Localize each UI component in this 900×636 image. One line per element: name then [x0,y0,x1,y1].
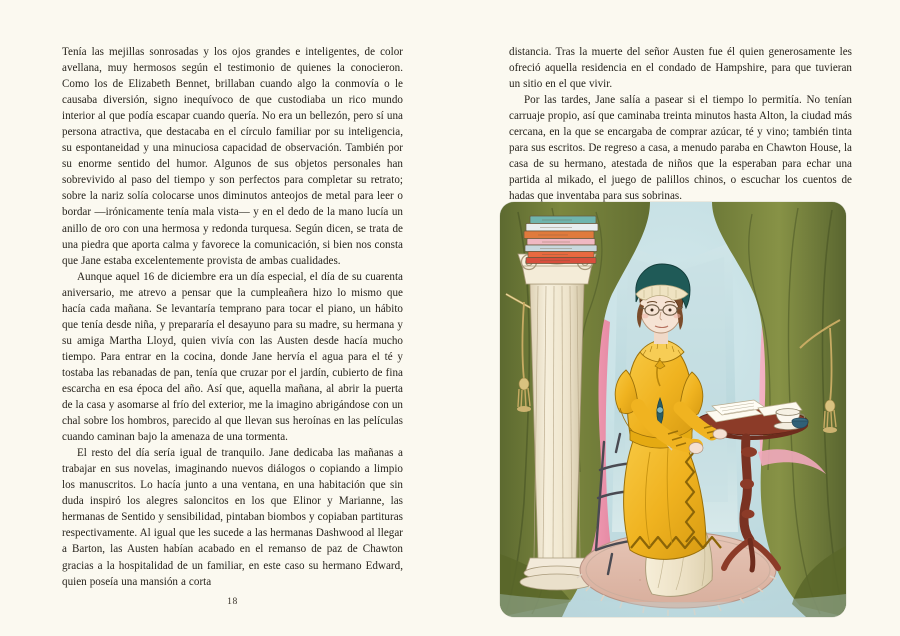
book-stack [524,216,598,264]
paragraph: distancia. Tras la muerte del señor Austen fue él quien generosamente les ofreció aquella residencia en el condado de Hampshire, para que tuvieran un sitio en el que vivir. [509,46,852,91]
right-page-text-column [509,44,852,204]
page-number: 18 [227,596,238,607]
left-page-text-column [62,44,403,590]
right-hand [713,429,727,439]
illustration-container [500,202,846,617]
paragraph: Aunque aquel 16 de diciembre era un día especial, el día de su cuarenta aniversario, me atrevo a pensar que la cumpleañera hizo lo mismo que hacía cada mañana. Se levantaría temprano para tocar el piano, un hábito que tenía desde niña, y prepararía el desayuno para su madre, su hermana y su amiga Martha Lloyd, quien vivía con las Austen desde hacía mucho tiempo. Para entrar en la cocina, donde Jane hervía el agua para el té y tostaba las rebanadas de pan, tenía que cruzar por el jardín, cubierto de fina escarcha en esa época del año. Así que, aquella mañana, al abrir la puerta de la casa y asomarse al frío del exterior, me la imagino abrigándose con un chal sobre los hombros, parecido al que llevan sus heroínas en las películas cuando caminan bajo la amenaza de una tormenta. [62,270,403,444]
paragraph: Tenía las mejillas sonrosadas y los ojos grandes e inteligentes, de color avellana, muy hermosos según el testimonio de quienes la conocieron. Como los de Elizabeth Bennet, brillaban cuando algo la conmovía o le causaba diversión, signo inequívoco de que custodiaba un rico mundo interior al que podía escapar cuando quería. No era un bellezón, pero sí una persona atractiva, que destacaba en el círculo familiar por su inteligencia, su espontaneidad y una minuciosa capacidad de observación. También por su enorme sentido del humor. Algunos de sus objetos personales han sobrevivido al paso del tiempo y son perfectos para completar su retrato; sobre la nariz solía colocarse unos diminutos anteojos de metal para leer o bordar —irónicamente tenía mala vista— y en el dedo de la mano lucía un anillo de oro con una hermosa y redonda turquesa. Según dicen, se trata de una piedra que aporta calma y favorece la comunicación, si bien nos consta que Jane estaba excelentemente provista de ambas cualidades. [62,46,403,267]
left-hand [689,443,703,454]
paragraph: Por las tardes, Jane salía a pasear si el tiempo lo permitía. No tenían carruaje propio, así que caminaba treinta minutos hasta Alton, la ciudad más cercana, en la que se encargaba de comprar azúcar, té y vino; también tinta para sus escritos. De regreso a casa, a menudo paraba en Chawton House, la casa de su hermano, atestada de niños que la esperaban para echar una partida al mikado, el juego de palillos chinos, o escuchar los cuentos de hadas que inventaba para sus sobrinas. [509,94,852,203]
inkwell [792,418,808,428]
paragraph: El resto del día sería igual de tranquilo. Jane dedicaba las mañanas a trabajar en sus novelas, imaginando nuevos diálogos o copiando a limpio los manuscritos. Lo hacía junto a una ventana, en una habitación que sin duda inspiró los alegres saloncitos en los que Elinor y Marianne, las hermanas de Sentido y sensibilidad, pintaban biombos y copiaban partituras respectivamente. Al igual que les sucede a las hermanas Dashwood al llegar a Barton, las Austen habían acabado en el remanso de paz de Chawton gracias a la hospitalidad de un familiar, en este caso su hermano Edward, quien poseía una mansión a corta [62,447,403,588]
jane-austen-writing-illustration [500,202,846,617]
right-page [450,0,900,636]
illustration-artwork [500,202,846,617]
